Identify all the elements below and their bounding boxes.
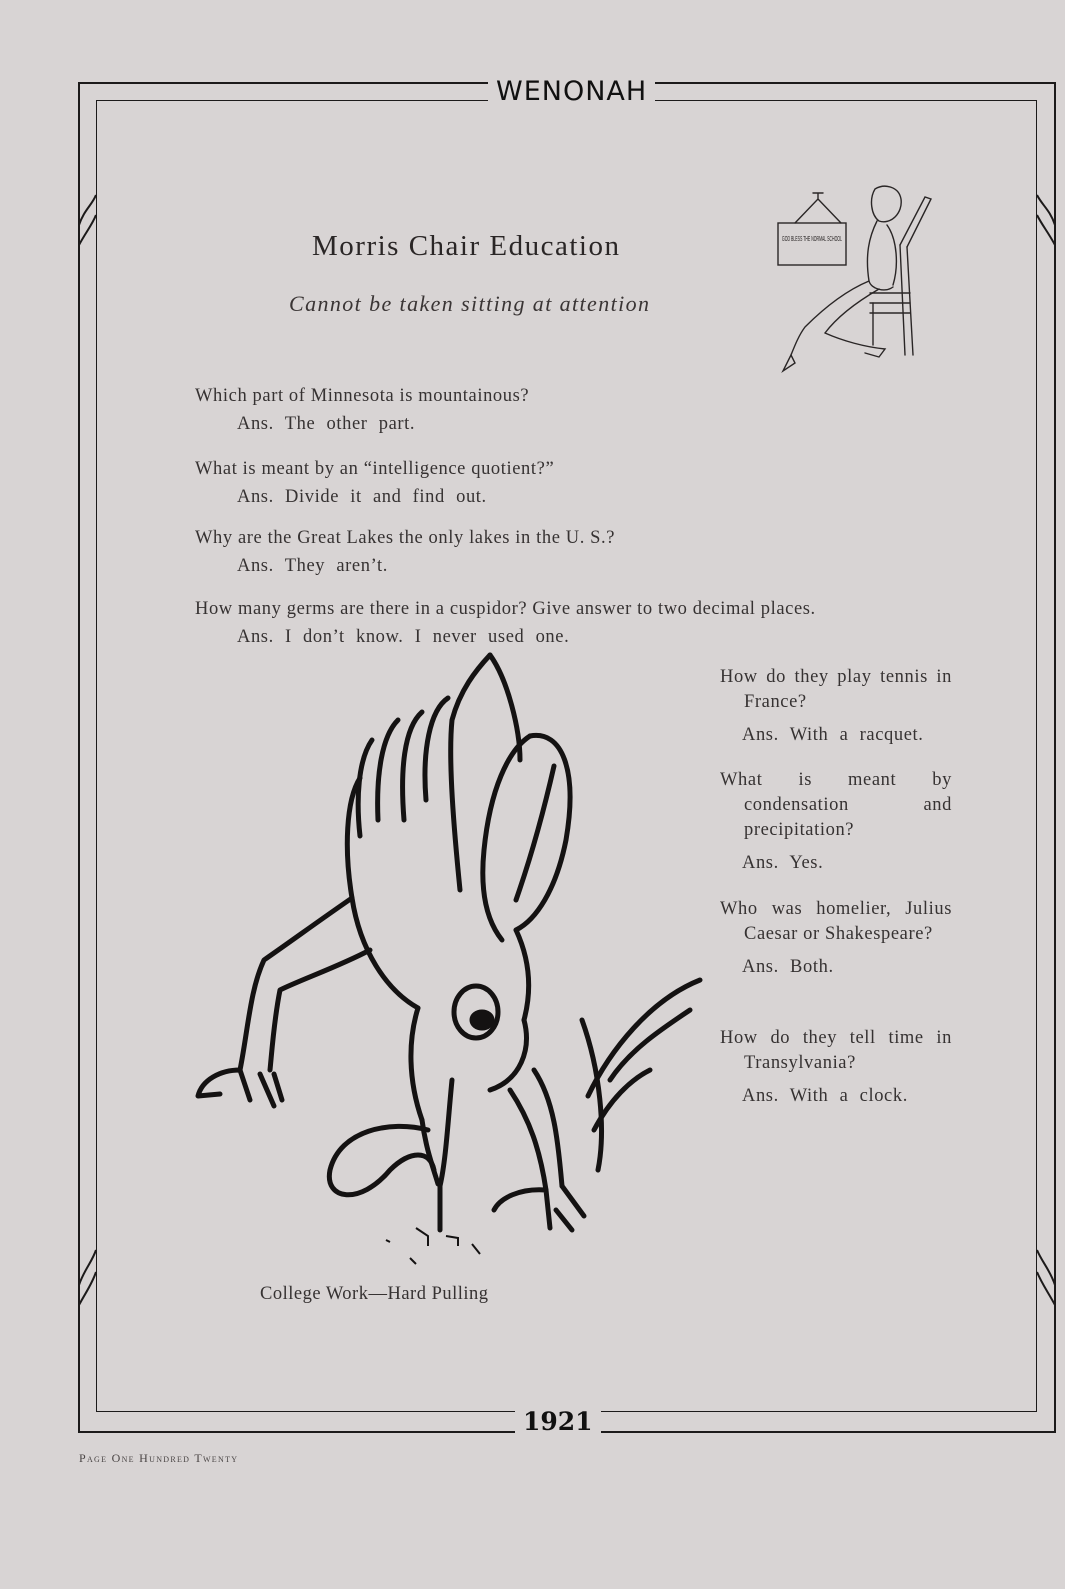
illustration-caption: College Work—Hard Pulling: [260, 1284, 489, 1304]
question-text: Why are the Great Lakes the only lakes in the U. S.?: [195, 528, 616, 548]
answer-text: Ans. They aren’t.: [237, 556, 388, 576]
sign-text: GOD BLESS THE NORMAL SCHOOL: [782, 236, 843, 243]
qa-side-4: [720, 1026, 952, 1109]
answer-text: Ans. With a racquet.: [742, 725, 924, 745]
answer-text: Ans. Divide it and find out.: [237, 487, 487, 507]
answer-text: Ans. The other part.: [237, 414, 416, 434]
question-text: How do they play tennis in France?: [720, 667, 952, 712]
qa-main-1: [195, 382, 529, 438]
question-text: What is meant by condensation and precipitation?: [720, 770, 952, 840]
qa-main-3: [195, 524, 615, 580]
answer-text: Ans. Yes.: [742, 853, 824, 873]
question-text: What is meant by an “intelligence quotient?”: [195, 459, 555, 479]
bird-pulling-worm-illustration: [190, 650, 700, 1270]
footer-year: 1921: [515, 1409, 601, 1434]
answer-text: Ans. I don’t know. I never used one.: [237, 627, 570, 647]
page-number: Page One Hundred Twenty: [79, 1451, 239, 1465]
qa-main-2: [195, 455, 554, 511]
masthead-title: WENONAH: [488, 78, 655, 105]
qa-side-1: [720, 665, 952, 748]
article-title: Morris Chair Education: [312, 230, 621, 262]
qa-main-4: [195, 595, 816, 651]
question-text: Which part of Minnesota is mountainous?: [195, 386, 530, 406]
answer-text: Ans. Both.: [742, 957, 834, 977]
question-text: How many germs are there in a cuspidor? Give answer to two decimal places.: [195, 599, 816, 619]
article-subtitle: Cannot be taken sitting at attention: [289, 291, 651, 316]
question-text: Who was homelier, Julius Caesar or Shakespeare?: [720, 899, 952, 944]
qa-side-3: [720, 897, 952, 980]
question-text: How do they tell time in Transylvania?: [720, 1028, 952, 1073]
qa-side-2: [720, 768, 952, 876]
man-in-chair-illustration: [775, 185, 945, 375]
answer-text: Ans. With a clock.: [742, 1086, 908, 1106]
